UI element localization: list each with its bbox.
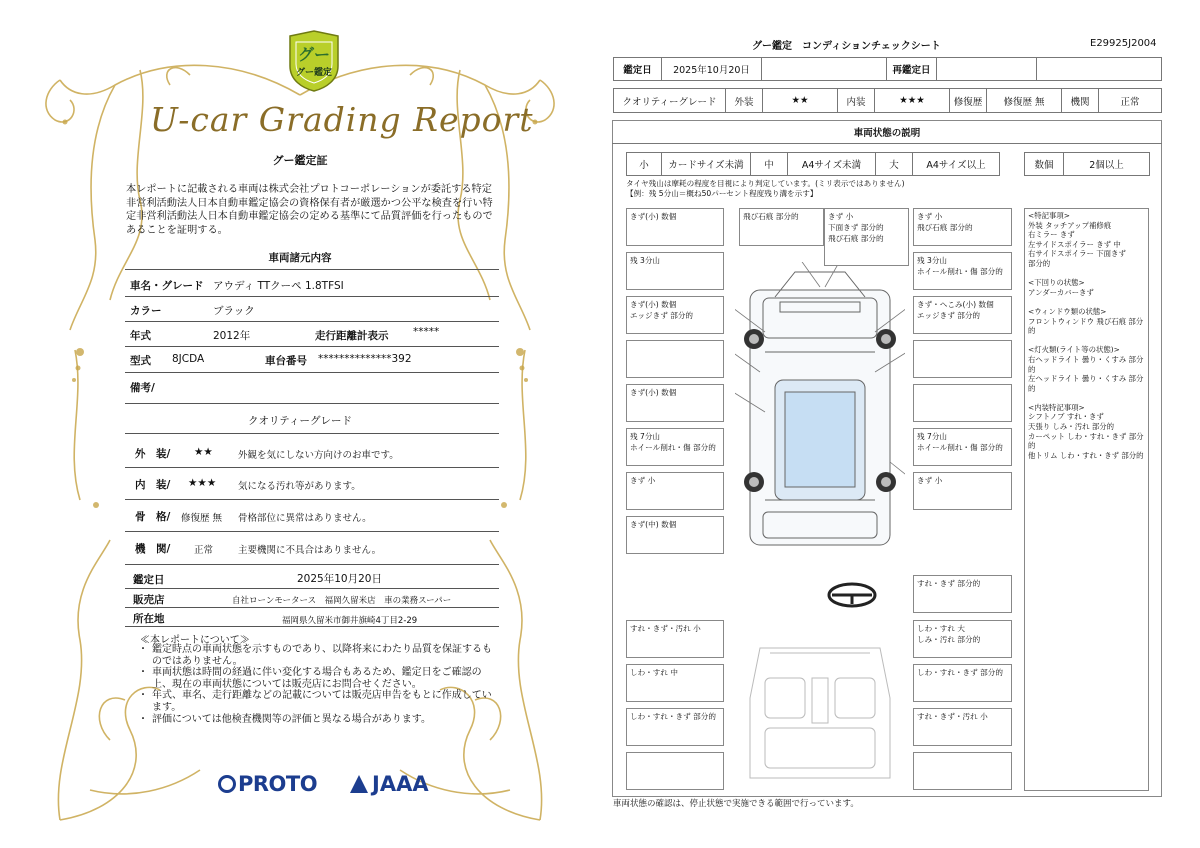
- legend-large-desc: A4サイズ以上: [912, 152, 1000, 176]
- legend-small-desc: カードサイズ未満: [661, 152, 751, 176]
- grade-engine-value: 正常: [1098, 88, 1162, 113]
- divider: [125, 564, 499, 565]
- chassis-value: **************392: [318, 353, 412, 365]
- divider: [125, 467, 499, 468]
- grade-interior-label: 内装: [837, 88, 875, 113]
- divider: [125, 296, 499, 297]
- frame-grade-label: 骨 格/: [135, 511, 171, 523]
- recheck-value: [936, 57, 1037, 81]
- grade-exterior-label: 外装: [725, 88, 763, 113]
- note-item: ・ 鑑定時点の車両状態を示すものであり、以降将来にわたり品質を保証するものではありません。: [142, 644, 492, 667]
- svg-text:グー鑑定: グー鑑定: [295, 68, 333, 78]
- certificate-statement: 本レポートに記載される車両は株式会社プロトコーポレーションが委託する特定非営利活動法人日本自動車鑑定協会の資格保有者が厳選かつ公平な検査を行い特定非営利活動法人日本自動車鑑定協会の定める基準にて品質評価を行ったものであることを証明する。: [126, 184, 493, 236]
- grade-interior-value: ★★★: [874, 88, 950, 113]
- exterior-grade-value: ★★: [194, 446, 213, 458]
- remarks-label: 備考/: [130, 382, 155, 394]
- divider: [125, 626, 499, 627]
- date-label: 鑑定日: [613, 57, 662, 81]
- grade-repair-label: 修復歴: [949, 88, 987, 113]
- interior-condition-box: しわ・すれ・きず 部分的: [913, 664, 1012, 702]
- engine-grade-value: 正常: [194, 545, 214, 556]
- exterior-condition-box: 飛び石痕 部分的: [739, 208, 824, 246]
- legend-large-label: 大: [875, 152, 913, 176]
- engine-grade-desc: 主要機関に不具合はありません。: [238, 545, 382, 556]
- interior-condition-box: [913, 752, 1012, 790]
- exterior-grade-label: 外 装/: [135, 448, 171, 460]
- year-value: 2012年: [213, 330, 251, 342]
- inspection-date-label: 鑑定日: [133, 574, 165, 586]
- interior-condition-box: すれ・きず 部分的: [913, 575, 1012, 613]
- interior-grade-desc: 気になる汚れ等があります。: [238, 481, 361, 492]
- quality-grade-title: クオリティーグレード: [248, 415, 352, 427]
- mileage-value: *****: [413, 326, 440, 338]
- jaaa-logo: JAAA: [350, 772, 429, 796]
- car-exterior-diagram: [735, 262, 905, 552]
- divider: [125, 588, 499, 589]
- exterior-condition-box: [626, 340, 724, 378]
- exterior-condition-box: きず 小: [913, 472, 1012, 510]
- divider: [125, 403, 499, 404]
- exterior-condition-box: [913, 340, 1012, 378]
- legend-count-value: 2個以上: [1063, 152, 1150, 176]
- divider: [125, 346, 499, 347]
- interior-condition-box: すれ・きず・汚れ 小: [913, 708, 1012, 746]
- interior-grade-value: ★★★: [188, 477, 217, 489]
- shop-label: 販売店: [133, 594, 165, 606]
- engine-grade-label: 機 関/: [135, 543, 171, 555]
- exterior-condition-box: きず 小: [626, 472, 724, 510]
- grade-repair-value: 修復歴 無: [986, 88, 1062, 113]
- date-blank: [761, 57, 887, 81]
- interior-condition-box: しわ・すれ 大 しみ・汚れ 部分的: [913, 620, 1012, 658]
- certificate-title: グー鑑定証: [272, 154, 328, 167]
- note-item: ・ 車両状態は時間の経過に伴い変化する場合もあるため、鑑定日をご確認の上、現在の車両状態については販売店にお問合せください。: [142, 667, 492, 690]
- grade-exterior-value: ★★: [762, 88, 838, 113]
- exterior-condition-box: 残 3分山: [626, 252, 724, 290]
- exterior-condition-box: 残 7分山 ホイール削れ・傷 部分的: [626, 428, 724, 466]
- date-value: 2025年10月20日: [661, 57, 762, 81]
- sheet-title: グー鑑定 コンディションチェックシート: [752, 41, 941, 52]
- divider: [125, 372, 499, 373]
- note-item: ・ 評価については他検査機関等の評価と異なる場合があります。: [142, 714, 492, 726]
- legend-count-label: 数個: [1024, 152, 1064, 176]
- exterior-condition-box: 残 3分山 ホイール削れ・傷 部分的: [913, 252, 1012, 290]
- model-value: 8JCDA: [172, 353, 205, 365]
- car-interior-diagram: [740, 638, 900, 788]
- proto-logo: PROTO: [218, 772, 317, 796]
- car-name-value: アウディ TTクーペ 1.8TFSI: [213, 280, 344, 292]
- spec-section-title: 車両諸元内容: [268, 252, 332, 264]
- recheck-blank: [1036, 57, 1162, 81]
- shop-value: 自社ローンモータース 福岡久留米店 車の業務スーパー: [232, 596, 452, 606]
- frame-grade-value: 修復歴 無: [181, 513, 223, 524]
- report-title: U-car Grading Report: [150, 100, 534, 139]
- car-name-label: 車名・グレード: [130, 280, 204, 292]
- exterior-grade-desc: 外観を気にしない方向けのお車です。: [238, 450, 399, 461]
- legend-small-label: 小: [626, 152, 662, 176]
- mileage-label: 走行距離計表示: [315, 330, 389, 342]
- legend-medium-desc: A4サイズ未満: [787, 152, 876, 176]
- interior-condition-box: しわ・すれ・きず 部分的: [626, 708, 724, 746]
- recheck-label: 再鑑定日: [886, 57, 937, 81]
- legend-medium-label: 中: [750, 152, 788, 176]
- interior-condition-box: すれ・きず・汚れ 小: [626, 620, 724, 658]
- notes-heading: ≪本レポートについて≫: [140, 635, 250, 646]
- year-label: 年式: [130, 330, 151, 342]
- divider: [125, 269, 499, 270]
- chassis-label: 車台番号: [265, 355, 307, 367]
- section-title: 車両状態の説明: [612, 120, 1162, 144]
- address-value: 福岡県久留米市御井旗崎4丁目2-29: [282, 616, 418, 626]
- exterior-condition-box: きず・へこみ(小) 数個 エッジきず 部分的: [913, 296, 1012, 334]
- sheet-id: E29925J2004: [1090, 38, 1157, 49]
- sheet-footer-note: 車両状態の確認は、停止状態で実施できる範囲で行っています。: [613, 799, 859, 809]
- exterior-condition-box: 残 7分山 ホイール削れ・傷 部分的: [913, 428, 1012, 466]
- note-item: ・ 年式、車名、走行距離などの記載については販売店申告をもとに作成しています。: [142, 690, 492, 713]
- steering-wheel-icon: [826, 580, 878, 610]
- address-label: 所在地: [133, 613, 165, 625]
- proto-mark-icon: [218, 775, 236, 793]
- grade-row-label: クオリティーグレード: [613, 88, 726, 113]
- color-label: カラー: [130, 305, 162, 317]
- exterior-condition-box: きず 小 飛び石痕 部分的: [913, 208, 1012, 246]
- exterior-condition-box: きず(小) 数個: [626, 208, 724, 246]
- interior-condition-box: しわ・すれ 中: [626, 664, 724, 702]
- exterior-condition-box: きず(中) 数個: [626, 516, 724, 554]
- jaaa-mark-icon: [350, 775, 368, 793]
- tire-note: タイヤ残山は摩耗の程度を目視により判定しています。(ミリ表示ではありません) 【例：残 5分山＝概ね50パーセント程度残り溝を示す】: [626, 179, 905, 198]
- grade-engine-label: 機関: [1061, 88, 1099, 113]
- interior-grade-label: 内 装/: [135, 479, 171, 491]
- divider: [125, 607, 499, 608]
- exterior-condition-box: きず(小) 数個 エッジきず 部分的: [626, 296, 724, 334]
- svg-text:グー: グー: [297, 45, 331, 64]
- exterior-condition-box: [913, 384, 1012, 422]
- divider: [125, 433, 499, 434]
- divider: [125, 531, 499, 532]
- interior-condition-box: [626, 752, 724, 790]
- divider: [125, 321, 499, 322]
- exterior-condition-box: きず(小) 数個: [626, 384, 724, 422]
- notes-list: [142, 644, 492, 725]
- special-notes: <特記事項> 外装 タッチアップ補修痕 右ミラー きず 左サイドスポイラー きず 中 右サイドスポイラー 下面きず 部分的 <下回りの状態> アンダーカバーきず <ウィンドウ類の状態> フロントウィンドウ 飛び石痕 部分的 <灯火類(ライト等の状態)> 右ヘッドライト 曇り・くすみ 部分的 左ヘッドライト 曇り・くすみ 部分的 <内装特記事項> シフトノブ すれ・きず 天張り しみ・汚れ 部分的 カーペット しわ・すれ・きず 部分的 他トリム しわ・すれ・きず 部分的: [1024, 208, 1149, 791]
- exterior-condition-box: きず 小 下面きず 部分的 飛び石痕 部分的: [824, 208, 909, 266]
- goo-kantei-badge-icon: [286, 30, 342, 92]
- inspection-date-value: 2025年10月20日: [297, 573, 382, 585]
- divider: [125, 499, 499, 500]
- frame-grade-desc: 骨格部位に異常はありません。: [238, 513, 372, 524]
- model-label: 型式: [130, 355, 151, 367]
- color-value: ブラック: [213, 305, 255, 317]
